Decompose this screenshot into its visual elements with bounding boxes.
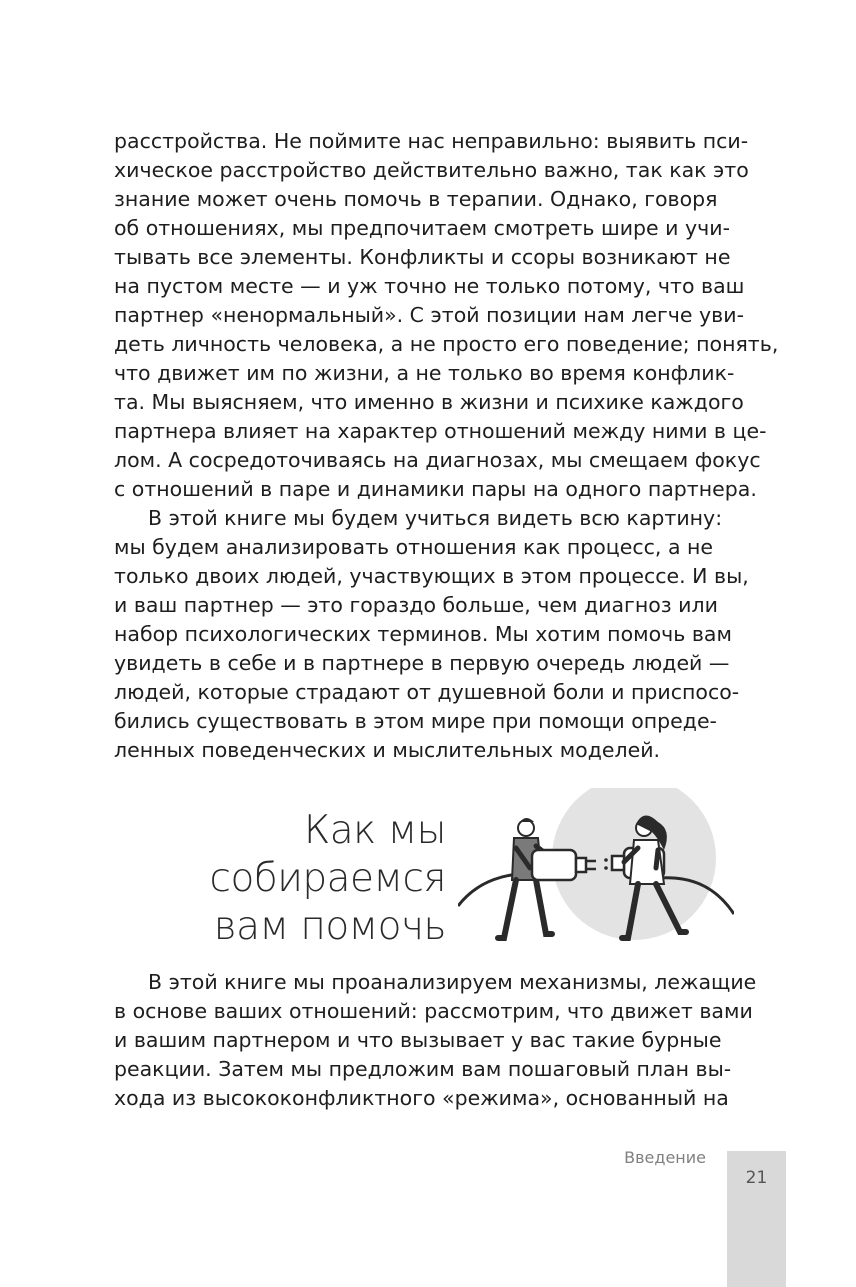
text-line: людей, которые страдают от душевной боли и приспосо- [114, 680, 740, 704]
page-number: 21 [745, 1168, 768, 1188]
text-line: знание может очень помочь в терапии. Однако, говоря [114, 187, 718, 211]
text-line: увидеть в себе и в партнере в первую очередь людей — [114, 651, 730, 675]
text-line: та. Мы выясняем, что именно в жизни и психике каждого [114, 390, 744, 414]
section-heading [146, 807, 446, 951]
text-line: хическое расстройство действительно важно, так как это [114, 158, 749, 182]
text-line: реакции. Затем мы предложим вам пошаговый план вы- [114, 1057, 732, 1081]
text-line: с отношений в паре и динамики пары на одного партнера. [114, 477, 757, 501]
text-line: расстройства. Не поймите нас неправильно: выявить пси- [114, 129, 749, 153]
text-line: только двоих людей, участвующих в этом процессе. И вы, [114, 564, 749, 588]
page-number-tab [727, 1151, 786, 1287]
text-line: мы будем анализировать отношения как процесс, а не [114, 535, 714, 559]
body-paragraph-1 [114, 127, 779, 504]
heading-line: вам помочь [213, 904, 446, 949]
running-footer-section-title: Введение [624, 1148, 706, 1167]
text-line: деть личность человека, а не просто его поведение; понять, [114, 332, 779, 356]
text-line: и вашим партнером и что вызывает у вас такие бурные [114, 1028, 722, 1052]
heading-line: собираемся [209, 856, 446, 901]
text-line: партнера влияет на характер отношений между ними в це- [114, 419, 767, 443]
text-line: В этой книге мы будем учиться видеть всю картину: [148, 506, 723, 530]
two-people-connecting-plugs-icon [458, 788, 734, 948]
text-line: хода из высококонфликтного «режима», основанный на [114, 1086, 729, 1110]
heading-line: Как мы [304, 808, 446, 853]
text-line: лом. А сосредоточиваясь на диагнозах, мы смещаем фокус [114, 448, 761, 472]
text-line: партнер «ненормальный». С этой позиции нам легче уви- [114, 303, 744, 327]
text-line: на пустом месте — и уж точно не только потому, что ваш [114, 274, 745, 298]
text-line: об отношениях, мы предпочитаем смотреть шире и учи- [114, 216, 730, 240]
text-line: и ваш партнер — это гораздо больше, чем диагноз или [114, 593, 718, 617]
text-line: ленных поведенческих и мыслительных моделей. [114, 738, 661, 762]
text-line: в основе ваших отношений: рассмотрим, что движет вами [114, 999, 753, 1023]
body-paragraph-3 [114, 968, 757, 1113]
body-paragraph-2 [114, 504, 749, 765]
text-line: тывать все элементы. Конфликты и ссоры возникают не [114, 245, 731, 269]
text-line: набор психологических терминов. Мы хотим помочь вам [114, 622, 732, 646]
text-line: что движет им по жизни, а не только во время конфлик- [114, 361, 735, 385]
text-line: бились существовать в этом мире при помощи опреде- [114, 709, 717, 733]
text-line: В этой книге мы проанализируем механизмы, лежащие [148, 970, 757, 994]
